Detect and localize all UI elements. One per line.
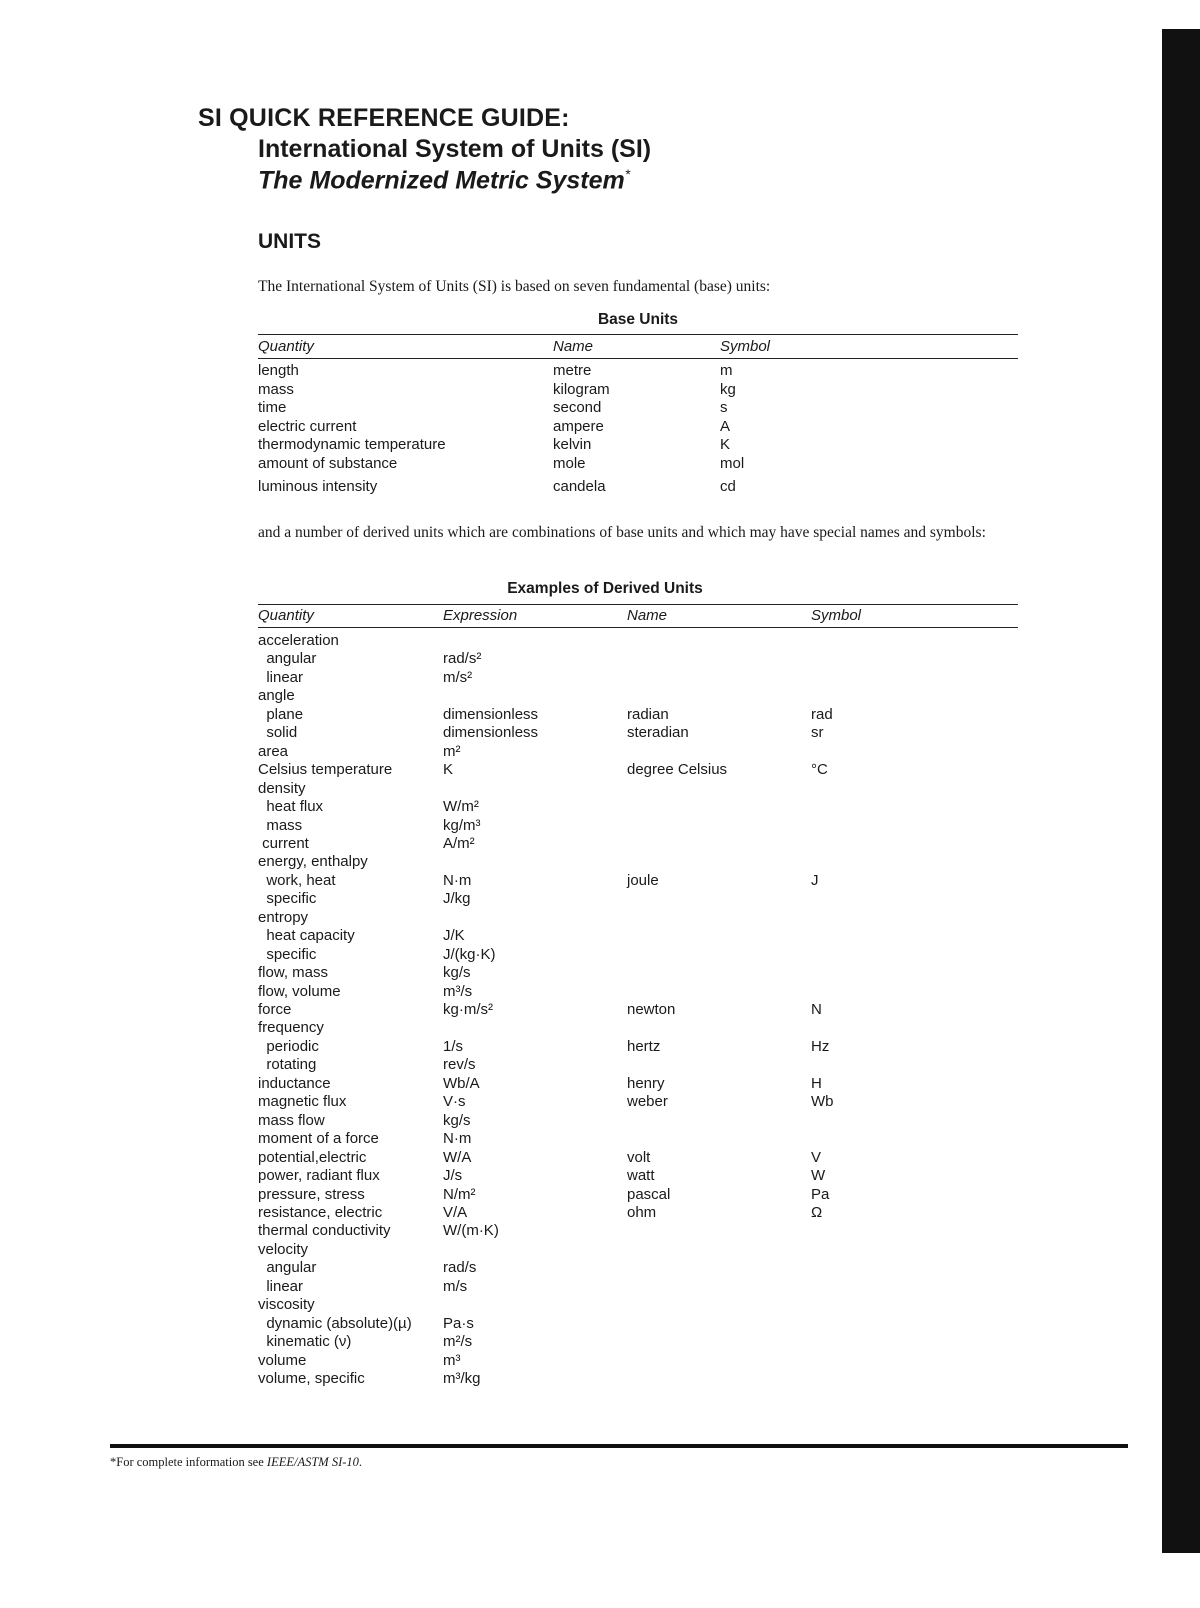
table-cell: A: [720, 417, 731, 435]
table-cell: thermodynamic temperature: [258, 436, 446, 454]
table-cell: sr: [811, 724, 824, 742]
table-cell: weber: [627, 1093, 668, 1111]
table-cell: radian: [627, 705, 669, 723]
table-row: [258, 1352, 1018, 1371]
table-cell: energy, enthalpy: [258, 853, 368, 871]
table-cell: heat flux: [258, 798, 324, 816]
table-cell: volt: [627, 1148, 651, 1166]
table-cell: cd: [720, 477, 736, 495]
table-cell: heat capacity: [258, 927, 355, 945]
table-row: [258, 1075, 1018, 1094]
derived-units-table: [258, 632, 1018, 1392]
table-cell: linear: [258, 668, 304, 686]
table-cell: electric current: [258, 417, 357, 435]
table-cell: moment of a force: [258, 1130, 379, 1148]
table-cell: flow, mass: [258, 964, 329, 982]
table-cell: mass: [258, 816, 303, 834]
table-cell: mass flow: [258, 1111, 325, 1129]
table-cell: A/m²: [443, 834, 475, 852]
table-cell: K: [720, 436, 731, 454]
table-cell: hertz: [627, 1037, 661, 1055]
table-cell: velocity: [258, 1240, 309, 1258]
base-units-table: [258, 362, 1018, 502]
table-row: [258, 1056, 1018, 1075]
table-cell: K: [443, 761, 454, 779]
footnote-end: .: [358, 1455, 363, 1469]
table-row: [258, 761, 1018, 780]
table-row: [258, 983, 1018, 1002]
base-table-header-rule: [258, 358, 1018, 359]
table-cell: N/m²: [443, 1185, 476, 1203]
table-cell: resistance, electric: [258, 1203, 383, 1221]
table-cell: area: [258, 742, 289, 760]
table-row: [258, 706, 1018, 725]
table-cell: potential,electric: [258, 1148, 367, 1166]
table-cell: mol: [720, 455, 745, 472]
derived-table-header-rule: [258, 627, 1018, 628]
table-row: [258, 890, 1018, 909]
table-row: [258, 650, 1018, 669]
table-cell: mole: [553, 455, 586, 472]
table-cell: metre: [553, 362, 592, 379]
table-row: [258, 964, 1018, 983]
table-cell: N·m: [443, 1130, 472, 1148]
table-cell: volume, specific: [258, 1370, 365, 1387]
table-cell: Pa: [811, 1185, 830, 1203]
table-cell: m²: [443, 742, 461, 760]
table-cell: current: [258, 834, 309, 852]
table-row: [258, 1093, 1018, 1112]
table-cell: flow, volume: [258, 982, 341, 1000]
table-row: [258, 669, 1018, 688]
table-cell: °C: [811, 761, 828, 779]
table-cell: Wb: [811, 1093, 834, 1111]
footnote-marker: *: [110, 1455, 117, 1469]
table-row: [258, 632, 1018, 651]
table-cell: length: [258, 362, 299, 379]
table-row: [258, 1370, 1018, 1389]
table-row: [258, 817, 1018, 836]
table-cell: inductance: [258, 1074, 331, 1092]
table-cell: henry: [627, 1074, 665, 1092]
table-cell: frequency: [258, 1019, 324, 1037]
header-name: Name: [627, 607, 668, 624]
header-expression: Expression: [443, 607, 518, 624]
table-cell: ampere: [553, 417, 604, 435]
table-cell: ohm: [627, 1203, 657, 1221]
table-row: [258, 1315, 1018, 1334]
table-cell: force: [258, 1001, 292, 1018]
table-cell: solid: [258, 724, 298, 742]
table-cell: kg/m³: [443, 816, 481, 834]
base-table-top-rule: [258, 334, 1018, 335]
table-cell: luminous intensity: [258, 477, 378, 495]
table-cell: dimensionless: [443, 705, 539, 723]
table-cell: linear: [258, 1277, 304, 1295]
table-cell: dimensionless: [443, 724, 539, 742]
table-row: [258, 1019, 1018, 1038]
table-cell: second: [553, 399, 602, 417]
table-row: [258, 381, 1018, 400]
table-cell: time: [258, 399, 287, 417]
table-cell: watt: [627, 1167, 655, 1185]
footnote: [110, 1455, 362, 1470]
table-cell: V·s: [443, 1093, 466, 1111]
doc-title: SI QUICK REFERENCE GUIDE:: [198, 104, 570, 132]
table-cell: candela: [553, 477, 606, 495]
table-cell: thermal conductivity: [258, 1222, 391, 1240]
footnote-reference: IEEE/ASTM SI-10: [266, 1455, 359, 1469]
table-row: [258, 872, 1018, 891]
table-cell: Celsius temperature: [258, 761, 393, 779]
table-row: [258, 362, 1018, 381]
table-row: [258, 1112, 1018, 1131]
derived-units-title: Examples of Derived Units: [507, 580, 703, 597]
table-cell: m²/s: [443, 1333, 473, 1351]
table-cell: W/A: [443, 1148, 472, 1166]
table-row: [258, 1222, 1018, 1241]
table-cell: kg·m/s²: [443, 1001, 493, 1018]
table-cell: m³/kg: [443, 1370, 481, 1387]
table-cell: power, radiant flux: [258, 1167, 380, 1185]
table-cell: amount of substance: [258, 455, 398, 472]
table-cell: m/s²: [443, 668, 473, 686]
table-row: [258, 1296, 1018, 1315]
table-cell: m³: [443, 1351, 461, 1369]
header-quantity: Quantity: [258, 338, 314, 355]
table-row: [258, 1186, 1018, 1205]
table-cell: joule: [627, 871, 659, 889]
table-cell: H: [811, 1074, 822, 1092]
footnote-marker: *: [624, 166, 631, 182]
table-cell: N: [811, 1001, 822, 1018]
table-cell: magnetic flux: [258, 1093, 347, 1111]
table-row: [258, 687, 1018, 706]
table-cell: s: [720, 399, 728, 417]
table-row: [258, 1204, 1018, 1223]
table-row: [258, 1167, 1018, 1186]
table-cell: W: [811, 1167, 826, 1185]
footer-rule: [110, 1444, 1128, 1448]
table-cell: m³/s: [443, 982, 473, 1000]
table-row: [258, 1241, 1018, 1260]
table-row: [258, 436, 1018, 455]
table-row: [258, 798, 1018, 817]
table-cell: acceleration: [258, 632, 339, 649]
table-cell: pascal: [627, 1185, 671, 1203]
table-cell: W/m²: [443, 798, 479, 816]
table-cell: newton: [627, 1001, 676, 1018]
table-cell: density: [258, 779, 306, 797]
table-cell: angle: [258, 687, 295, 705]
table-cell: kilogram: [553, 380, 610, 398]
table-cell: J/K: [443, 927, 465, 945]
table-cell: kelvin: [553, 436, 592, 454]
table-cell: J: [811, 871, 819, 889]
table-cell: Wb/A: [443, 1074, 480, 1092]
table-cell: m: [720, 362, 733, 379]
table-cell: work, heat: [258, 871, 336, 889]
footnote-text: For complete information see: [116, 1455, 267, 1469]
table-cell: N·m: [443, 871, 472, 889]
derived-units-intro: and a number of derived units which are combinations of base units and which may have special names and symbols:: [258, 524, 986, 541]
table-cell: specific: [258, 890, 317, 908]
table-cell: steradian: [627, 724, 689, 742]
table-row: [258, 909, 1018, 928]
table-cell: rad: [811, 705, 833, 723]
table-cell: kinematic (ν): [258, 1333, 352, 1351]
table-cell: rad/s²: [443, 650, 482, 668]
table-cell: plane: [258, 705, 304, 723]
table-cell: mass: [258, 380, 294, 398]
table-cell: dynamic (absolute)(µ): [258, 1314, 412, 1332]
table-row: [258, 399, 1018, 418]
table-row: [258, 724, 1018, 743]
table-cell: V: [811, 1148, 822, 1166]
table-cell: kg: [720, 380, 736, 398]
table-row: [258, 1001, 1018, 1020]
table-row: [258, 1038, 1018, 1057]
table-cell: periodic: [258, 1037, 319, 1055]
table-cell: 1/s: [443, 1037, 464, 1055]
table-cell: J/(kg·K): [443, 945, 496, 963]
header-symbol: Symbol: [720, 338, 771, 355]
derived-table-header: [258, 607, 1018, 627]
table-cell: entropy: [258, 908, 309, 926]
table-row: [258, 946, 1018, 965]
table-row: [258, 1259, 1018, 1278]
header-symbol: Symbol: [811, 607, 862, 624]
table-cell: W/(m·K): [443, 1222, 499, 1240]
derived-table-top-rule: [258, 604, 1018, 605]
table-row: [258, 743, 1018, 762]
table-row: [258, 418, 1018, 437]
table-row: [258, 853, 1018, 872]
base-table-header: [258, 338, 1018, 358]
base-units-intro: The International System of Units (SI) is based on seven fundamental (base) units:: [258, 278, 771, 295]
page-edge-bar: [1162, 29, 1200, 1553]
table-cell: kg/s: [443, 1111, 471, 1129]
table-row: [258, 455, 1018, 474]
table-cell: degree Celsius: [627, 761, 728, 779]
header-name: Name: [553, 338, 594, 355]
base-units-title: Base Units: [597, 311, 679, 328]
table-row: [258, 1149, 1018, 1168]
table-cell: angular: [258, 650, 317, 668]
table-cell: J/kg: [443, 890, 471, 908]
table-row: [258, 835, 1018, 854]
table-cell: V/A: [443, 1203, 468, 1221]
table-cell: rad/s: [443, 1259, 477, 1277]
table-cell: Pa·s: [443, 1314, 474, 1332]
subtitle-text: The Modernized Metric System: [258, 166, 625, 195]
table-cell: volume: [258, 1351, 307, 1369]
table-row: [258, 780, 1018, 799]
table-row: [258, 1278, 1018, 1297]
table-row: [258, 478, 1018, 497]
section-heading-units: UNITS: [258, 230, 321, 253]
table-cell: rev/s: [443, 1056, 476, 1074]
table-cell: angular: [258, 1259, 317, 1277]
table-cell: J/s: [443, 1167, 463, 1185]
table-cell: specific: [258, 945, 317, 963]
table-cell: rotating: [258, 1056, 317, 1074]
table-cell: viscosity: [258, 1296, 315, 1314]
table-row: [258, 1130, 1018, 1149]
doc-subtitle-italic: [258, 166, 630, 195]
table-row: [258, 927, 1018, 946]
table-cell: Ω: [811, 1203, 823, 1221]
doc-subtitle: International System of Units (SI): [258, 135, 652, 163]
table-cell: m/s: [443, 1277, 468, 1295]
table-cell: pressure, stress: [258, 1185, 365, 1203]
table-cell: Hz: [811, 1037, 830, 1055]
table-row: [258, 1333, 1018, 1352]
table-cell: kg/s: [443, 964, 471, 982]
header-quantity: Quantity: [258, 607, 314, 624]
